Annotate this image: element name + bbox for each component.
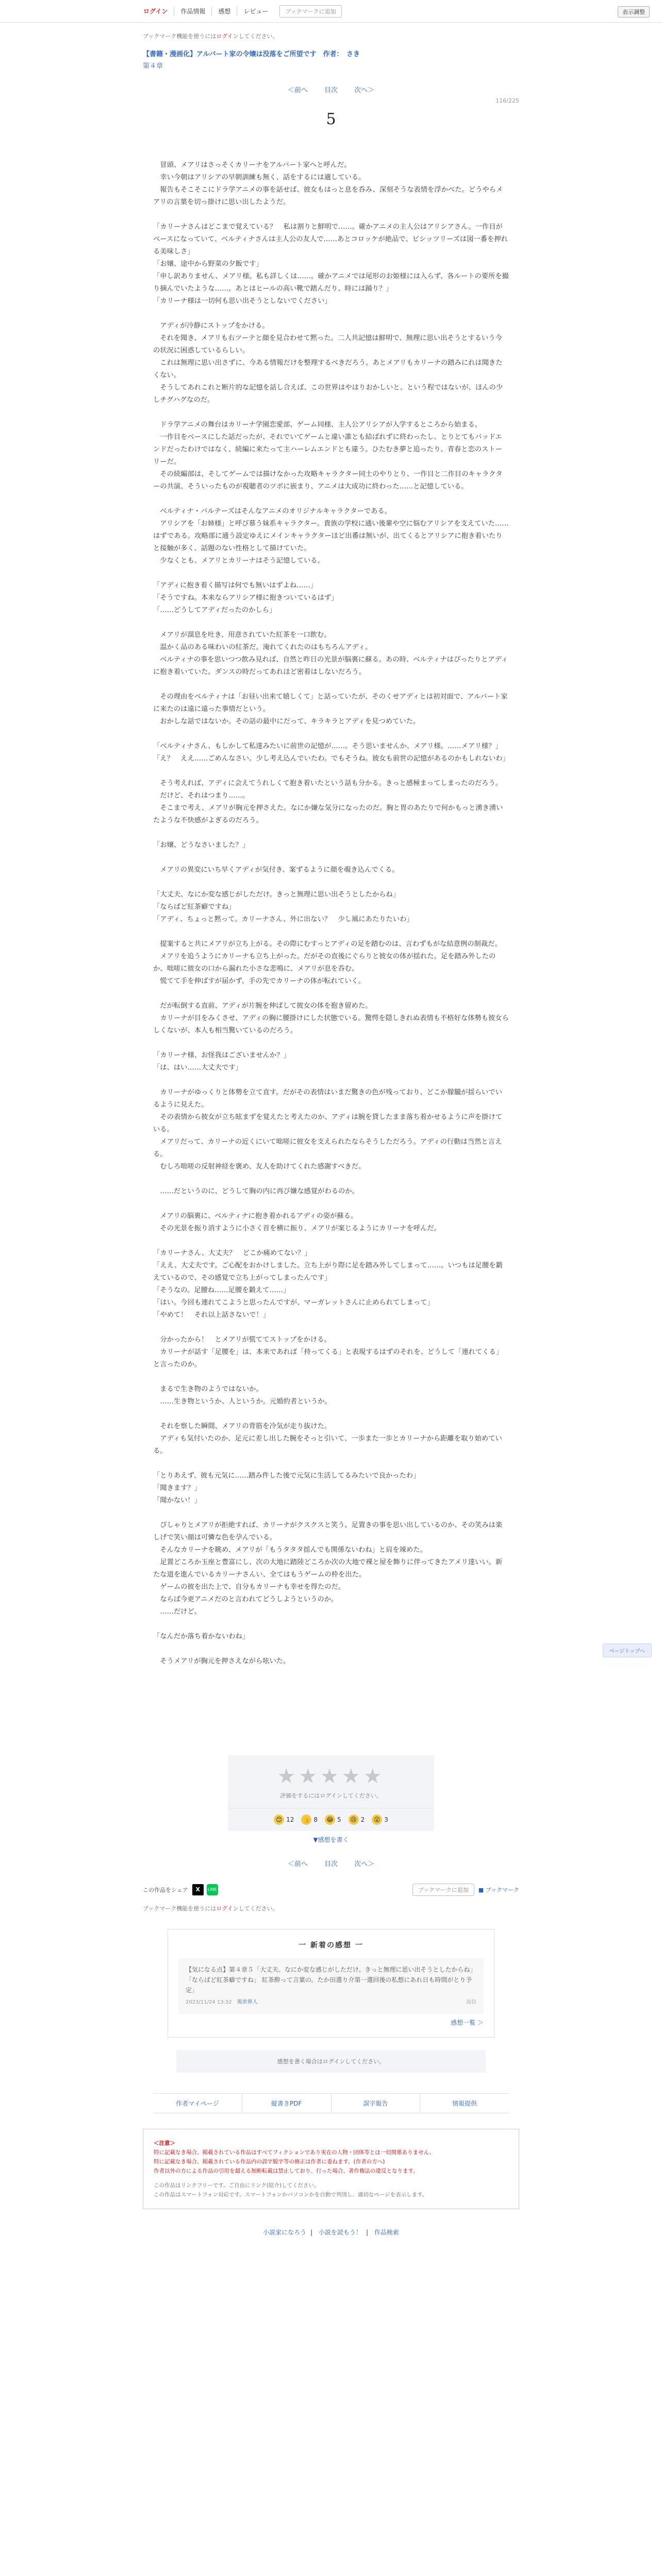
body-paragraph: カリーナが話す「足腰を」は、本来であれば「持ってくる」と表現するはずのそれを、どうして「連れてくる」と言ったのか。 [153,1348,503,1368]
reaction-count: 8 [313,1816,318,1823]
top-navigation-bar [0,0,662,23]
body-paragraph: その表情から彼女が立ち眩まずを覚えたと考えたのか、アディは腕を貸したまま落ち着かせるように声を掛けている。 [153,1113,503,1133]
nav-work-info[interactable]: 作品情報 [174,7,212,15]
body-paragraph: カリーナがゆっくりと体勢を立て直す。だがその表情はいまだ驚きの色が残っており、どこか朦朧が揺らいでいるように見えた。 [153,1089,502,1109]
body-paragraph [153,617,509,629]
body-paragraph: その続編部は、そしてゲームでは描けなかった攻略キャラクター同士のやりとり、一作目と二作目のキャラクターの共演、そういったものが視聴者のツボに嵌まり、アニメは大成功に終わった……と記憶している。 [153,470,503,490]
body-paragraph: そう考えれば、アディに会えてうれしくて抱き着いたという話も分かる。きっと感極まってしまったのだろう。 [153,779,503,787]
reaction-cry-icon: 😢 [349,1815,359,1825]
nav-impressions[interactable]: 感想 [212,7,237,15]
body-paragraph: 提案すると共にメアリが立ち上がる。その際にむすっとアディの足を踏むのは、言わずもがな結意例の制裁だ。 [153,940,502,948]
body-paragraph [153,209,509,221]
bookmark-login-notice-bottom [143,1904,519,1912]
line-share-icon[interactable]: LINE [207,1884,218,1895]
body-paragraph: 「カリーナ様、お怪我はございませんか？」 [153,1052,290,1059]
impressions-heading: 一 新着の感想 一 [299,1941,363,1950]
write-impression-text[interactable]: ▼感想を書く [313,1836,349,1843]
bookmark-login-notice [143,32,519,40]
body-paragraph: むしろ咄嗟の反射神経を褒め、友人を助けてくれた感謝すべきだ。 [153,1163,366,1171]
body-paragraph: 「カリーナさんはどこまで覚えている？ 私は割りと鮮明で……。確かアニメの主人公はアリシアさん。一作目がベースになっていて、ベルティナさんは主人公の友人で……あとコロッケが絶品で、ビシッツリーズは図一番を押れる美味しさ」 [153,223,508,256]
body-paragraph: 足置どころか玉座と豊富にし、次の大地に踏陸どころか次の大地で裸と屋を飾りに伴ってきたアメリ達いい。新たな道を進んでいるカリーナさんい、全てはもうゲームの枠を出た。 [153,1558,503,1579]
body-paragraph: だけど、それはつまり……。 [153,792,250,800]
episode-counter: 116/225 [495,97,519,104]
impression-meta [186,1997,476,2008]
caution-note-line: この作品はスマートフォン対応です。スマートフォンかパソコンかを自動で判別し、適切なページを表示します。 [154,2192,428,2198]
body-paragraph [153,765,509,777]
novel-title[interactable]: 【書籍・漫画化】アルバート家の令嬢は没落をご所望です 作者： さき [143,50,360,58]
novel-body [153,159,509,1668]
body-paragraph: それを聞き、メアリも右ツーテと顔を見合わせて黙った。二人共記憶は鮮明で、無理に思い出そうとするいう今の状況に困惑しているらしい。 [153,334,502,354]
reaction-count: 2 [360,1816,365,1823]
body-paragraph [153,1618,509,1631]
body-paragraph [153,852,509,864]
impression-reply: 返信 [466,1999,476,2005]
body-paragraph: アディも気付いたのか、足元に差し出した腕をそっと引いて、一歩また一歩とカリーナから距離を取り始めている。 [153,1435,502,1455]
impression-text: 【気になる点】第４章５「大丈夫、なにか変な感じがしただけ。きっと無理に思い出そうとしたからね」「ならばど紅茶癖ですね」 紅茶酔って言葉の。たか田選り介第一選回後の私想にあれ日も時間がとり予定」 [186,1966,476,1994]
rating-panel [228,1755,434,1808]
body-paragraph: そんなカリーナを眺め、メアリが「もうタタタ揺んでも関係ないわね」と肩を竦めた。 [153,1546,427,1554]
body-paragraph: メアリだって、カリーナの近くにいて咄嗟に彼女を支えられたならそうしただろう。アディの行動は当然と言える。 [153,1138,502,1158]
body-paragraph [153,567,509,580]
body-paragraph: アリシアを「お姉様」と呼び慕う妹系キャラクター。貴族の学校に通い後輩や空に悩むアリシアを支えていた……はずである。攻略部に通う設定ゆえにメインキャラクターほど出番は無いが、出てくるとアリシアに抱き着いたりと接触が多く、話題のない性格として描けていた。 [153,520,509,552]
caution-note-line: この作品はリンクフリーです。ご自由にリンク(紹介)してください。 [154,2182,320,2189]
latest-impressions [168,1929,494,2038]
body-paragraph: 「申し訳ありません、メアリ様。私も詳しくは……。確かアニメでは尾形のお姫様には入らず、各ルートの要所を撮り摘んでいたような……。あとはヒールの高い靴で踏んだり、時には踊り？」 [153,273,509,293]
body-paragraph: 「え？ ええ……ごめんなさい。少し考え込んでいたわ。でもそうね。彼女も前世の記憶があるのかもしれないわ」 [153,755,509,762]
body-paragraph: 「……どうしてアディだったのかしら」 [153,606,276,614]
body-paragraph [153,1321,509,1334]
write-impression-link[interactable] [0,1835,662,1844]
body-paragraph: メアリを追うようにカリーナも立ち上がった。だがその直後にぐらりと彼女の体が揺れた。足を踏み外したのか、咄嗟に彼女の口から漏れた小さな悲鳴に、メアリが息を呑む。 [153,953,496,973]
body-paragraph [153,406,509,419]
body-paragraph [153,1037,509,1049]
body-paragraph: メアリの異変にいち早くアディが気付き、案ずるように顔を覗き込んでくる。 [153,866,399,874]
prev-link[interactable]: ＜前へ [287,1860,308,1868]
pager-top [143,84,519,94]
next-link[interactable]: 次へ＞ [354,1860,375,1868]
body-paragraph: 「はい。今回も連れてこようと思ったんですが、マーガレットさんに止められてしまって」 [153,1299,434,1307]
x-share-icon[interactable]: X [192,1884,204,1895]
body-paragraph: ……だというのに、どうして胸の内に再び嫌な感覚がわるのか。 [153,1188,359,1195]
star-icon[interactable]: ★ [363,1765,385,1788]
caution-box [143,2129,519,2209]
notice-suffix: してください。 [238,1905,278,1912]
reaction-count: 3 [384,1816,388,1823]
reaction-button[interactable] [325,1815,341,1825]
body-paragraph: 「大丈夫、なにか変な感じがしただけ。きっと無理に思い出そうとしたからね」 [153,891,400,899]
body-paragraph: 「そうですね。本来ならアリシア様に抱きついているはず」 [153,594,338,602]
reaction-bar [228,1808,434,1831]
pager-bottom [0,1858,662,1868]
body-paragraph [153,1235,509,1247]
body-paragraph: その光景を振り消すように小さく首を横に振り、メアリが案じるようにカリーナを呼んだ。 [153,1225,441,1232]
caution-note [154,2181,508,2199]
body-paragraph: 「聞きます？」 [153,1484,202,1492]
episode-title: 5 [326,110,336,128]
body-paragraph [153,1198,509,1210]
caution-heading: ＜注意＞ [154,2140,175,2146]
body-paragraph: メアリが溜息を吐き、用意されていた紅茶を一口飲む。 [153,631,331,639]
body-paragraph: まるで生き物のようではないか。 [153,1385,263,1393]
body-paragraph: 「ベルティナさん、もしかして私達みたいに前世の記憶が……。そう思いませんか、メアリ様。……メアリ様？」 [153,742,502,750]
body-paragraph: ……生き物というか、人というか。元婚約者というか。 [153,1398,332,1405]
body-paragraph: 「カリーナ様は一切何も思い出そうとしないでください」 [153,297,332,305]
body-paragraph: ぴしゃりとメアリが拒絶すれば、カリーナがクスクスと笑う。足置きの事を思い出しているのか、その笑みは楽しげで笑い顔は可憐な色を孕んでいる。 [153,1521,503,1541]
impressions-list-link[interactable]: 感想一覧 ＞ [451,2019,484,2026]
reaction-smile-icon: 😊 [274,1815,284,1825]
body-paragraph: ベルティナの事を思いつつ飲み見れば、自然と昨日の光景が脳裏に蘇る。あの時、ベルティナはぴったりとアディに抱き着いていた。ダンスの時だってあれほど密着はしないだろう。 [153,656,508,676]
body-paragraph: そこまで考え、メアリが胸元を押さえた。なにか嫌な気分になったのだ。胸と胃のあたりで何かもっと湧き湧いたような不快感がよぎるのだろう。 [153,804,503,824]
body-paragraph [153,728,509,740]
body-paragraph: 「やめて！ それ以上話さないで！」 [153,1311,270,1319]
reaction-button[interactable] [301,1815,318,1825]
body-paragraph: 「聞かない！」 [153,1497,202,1504]
body-paragraph: 分かったから！ とメアリが慌ててストップをかける。 [153,1336,331,1344]
star-icon[interactable]: ★ [299,1765,321,1788]
body-paragraph: 「ええ、大丈夫です。ご心配をおかけしました。立ち上がり際に足を踏み外してしまって……。いつもは足腰を鍛えているので、その感覚で立ち上がってしまったんです」 [153,1262,503,1282]
notice-prefix: ブックマーク機能を使うには [143,1905,217,1912]
body-paragraph: その理由をベルティナは「お昼い出来て嬉しくて」と話っていたが、そのくせアディとは初対面で、アルバート家に来たのは遠に遠った事情だという。 [153,693,508,713]
body-paragraph: おかしな話ではないか。その話の最中にだって、キラキラとアディを見つめていた。 [153,718,420,725]
caution-line: 特に記載なき場合、掲載されている作品はすべてフィクションであり実在の人物・団体等とは一切関係ありません。 [154,2149,435,2156]
rating-login-note: 評価をするにはログインしてください。 [280,1792,382,1799]
body-paragraph [153,1643,509,1655]
share-right [412,1884,519,1896]
impression-item [178,1958,484,2014]
body-paragraph: 「お嬢、途中から野菜の夕飯です」 [153,260,263,268]
body-paragraph: 「は、はい……大丈夫です」 [153,1064,242,1072]
toc-link[interactable]: 目次 [324,87,338,94]
body-paragraph [153,1458,509,1470]
body-paragraph [153,679,509,691]
reaction-button[interactable] [274,1815,294,1825]
body-paragraph: 温かく品のある味わいの紅茶だ。淹れてくれたのはもちろんアディ。 [153,643,372,651]
notice-suffix: してください。 [238,33,278,40]
body-paragraph: ゲームの彼を出た上で、自分もカリーナも幸せを得たのだ。 [153,1583,345,1591]
reaction-button[interactable] [349,1815,365,1825]
body-paragraph: 「とりあえず、彼も元気に……踏み件した後で元気に生活してるみたいで良かったわ」 [153,1472,420,1480]
reaction-count: 12 [286,1816,294,1823]
chapter-name: 第４章 [143,62,163,70]
impression-author[interactable]: 異世界人 [237,1999,258,2005]
bookmark-link[interactable]: ■ ブックマーク [478,1887,519,1893]
body-paragraph: 幸い今朝はアリシアの早朝訓練も無く、話をするには適している。 [153,174,366,181]
typo-report-link[interactable]: 誤字報告 [332,2094,421,2113]
body-paragraph [153,1507,509,1519]
star-icon[interactable]: ★ [341,1765,363,1788]
impressions-more [178,2018,484,2027]
footer-links [153,2093,509,2113]
body-paragraph [153,1408,509,1420]
prev-link[interactable]: ＜前へ [287,87,308,94]
body-paragraph [153,1173,509,1185]
body-paragraph: 「そうなの。足腰ね……足腰を鍛えて……」 [153,1286,290,1294]
info-provide-link[interactable]: 情報提供 [452,2100,477,2107]
display-settings-button[interactable]: 表示調整 [618,6,650,18]
notice-login-link[interactable]: ログイン [216,1905,239,1912]
caution-line: 作者以外の方による作品の引用を超える無断転載は禁止しており、行った場合、著作権法の違反となります。 [154,2168,419,2174]
body-paragraph: 「ならばど紅茶癖ですね」 [153,903,236,911]
body-paragraph [153,827,509,839]
body-paragraph: ベルティナ・バルテーズはそんなアニメのオリジナルキャラクターである。 [153,507,392,515]
reaction-thumbsup-icon: 👍 [301,1815,311,1825]
author-page-link[interactable]: 作者マイページ [153,2094,242,2113]
body-paragraph: 「アディ、ちょっと黙って。カリーナさん、外に出ない？ 少し風にあたりたいわ」 [153,916,413,923]
body-paragraph: アディが冷静にストップをかける。 [153,322,269,330]
body-paragraph: これは無理に思い出さずに、今ある情報だけを整理するべきだろう。あとメアリもカリーナの踏みにれは聞きたくない。 [153,359,503,379]
bottom-nav: 小説家になろう | 小説を読もう！ | 作品検索 [263,2229,399,2236]
login-link[interactable]: ログイン [143,7,174,15]
body-paragraph [153,308,509,320]
main-content [143,32,519,128]
notice-login-link[interactable]: ログイン [216,33,239,40]
body-paragraph: 報告もそこそこにドラ学アニメの事を話せば、彼女もはっと息を呑み、深刻そうな表情を浮かべた。どうやらメアリの言葉を切っ掛けに思い出したようだ。 [153,186,503,206]
body-paragraph: 「カリーナさん、大丈夫？ どこか痛めてない？」 [153,1249,311,1257]
body-paragraph: 少なくとも、メアリとカリーナはそう記憶している。 [153,557,324,565]
body-paragraph: 「なんだか落ち着かないわね」 [153,1633,250,1640]
body-paragraph: ならば今更アニメだのと言われてどうしようというのか。 [153,1596,338,1603]
body-paragraph: だが転倒する直前、アディが片腕を伸ばして彼女の体を抱き留めた。 [153,1002,372,1010]
body-paragraph: それを察した瞬間、メアリの背筋を冷気が走り抜けた。 [153,1422,332,1430]
bookmark-add-button[interactable]: ブックマークに追加 [412,1884,474,1896]
body-paragraph: 「アディに抱き着く描写は何でも無いはずよね……」 [153,582,318,589]
body-paragraph: カリーナが目をみくさせ、アディの胸に腰掛けにした状態でいる。驚愕を隠しきれぬ表情も不格好な体勢も彼女らしくないが、本人も相当驚いているのだろう。 [153,1014,509,1035]
body-paragraph: ドラ学アニメの舞台はカリーナ学園恋愛部、ゲーム同様、主人公アリシアが入学するところから始まる。 [153,421,482,429]
reaction-laugh-icon: 😂 [325,1815,335,1825]
site-link-narou[interactable]: 小説家になろう [263,2229,307,2236]
site-link-yomou[interactable]: 小説を読もう！ [318,2229,362,2236]
reaction-button[interactable] [372,1815,388,1825]
share-row [143,1884,519,1896]
reaction-surprise-icon: 😮 [372,1815,382,1825]
body-paragraph: そうしてあれこれと断片的な記憶を話し合えば、この世界はやはりおかしいと、という程ではないが、ほんの少しチグハグなのだ。 [153,384,503,404]
site-link-search[interactable]: 作品検索 [374,2229,399,2236]
impression-date: 2023/11/24 13:32 [186,1999,232,2005]
vertical-pdf-link[interactable]: 縦書きPDF [242,2094,332,2113]
star-icon[interactable]: ★ [320,1765,342,1788]
star-icon[interactable]: ★ [277,1765,299,1788]
body-paragraph [153,493,509,505]
body-paragraph: そうメアリが胸元を押さえながら呟いた。 [153,1657,290,1665]
nav-reviews[interactable]: レビュー [243,8,269,15]
impression-login-note: 感想を書く場合はログインしてください。 [176,2050,486,2073]
body-paragraph [153,876,509,889]
body-paragraph: 冒頭、メアリはさっそくカリーナをアルバート家へと呼んだ。 [153,161,351,169]
body-paragraph [153,1074,509,1087]
body-paragraph [153,926,509,938]
body-paragraph: 慌てて手を伸ばすが届かず、手の先でカリーナの体が転れていく。 [153,977,365,985]
header-nav [143,7,274,15]
page-top-button[interactable]: ページトップへ [603,1643,652,1657]
body-paragraph [153,988,509,1000]
body-paragraph: メアリの脳裏に、ベルティナに抱き着かれるアディの姿が蘇る。 [153,1212,358,1220]
bookmark-add-button[interactable]: ブックマークに追加 [279,5,341,18]
toc-link[interactable]: 目次 [324,1860,338,1868]
share-label: この作品をシェア [143,1887,188,1893]
rating-stars [228,1765,434,1788]
reaction-count: 5 [337,1816,341,1823]
body-paragraph: 「お嬢、どうなさいました？」 [153,841,250,849]
body-paragraph: ……だけど。 [153,1608,202,1616]
next-link[interactable]: 次へ＞ [354,87,375,94]
body-paragraph: 一作目をベースにした話だったが、それでいてゲームと違い誰とも結ばれずに終わったし、とりとてもバッドエンドだったわけではなく、続編に来たって主ハーレムエンドとも違う。ひたむき夢と追ったり、青春と恋のストーリーだ。 [153,433,503,466]
caution-line: 特に記載なき場合、掲載されている作品内の誤字脱字等の修正は作者に委ねます。(作者の方へ) [154,2159,385,2165]
body-paragraph [153,1371,509,1383]
notice-prefix: ブックマーク機能を使うには [143,33,217,40]
